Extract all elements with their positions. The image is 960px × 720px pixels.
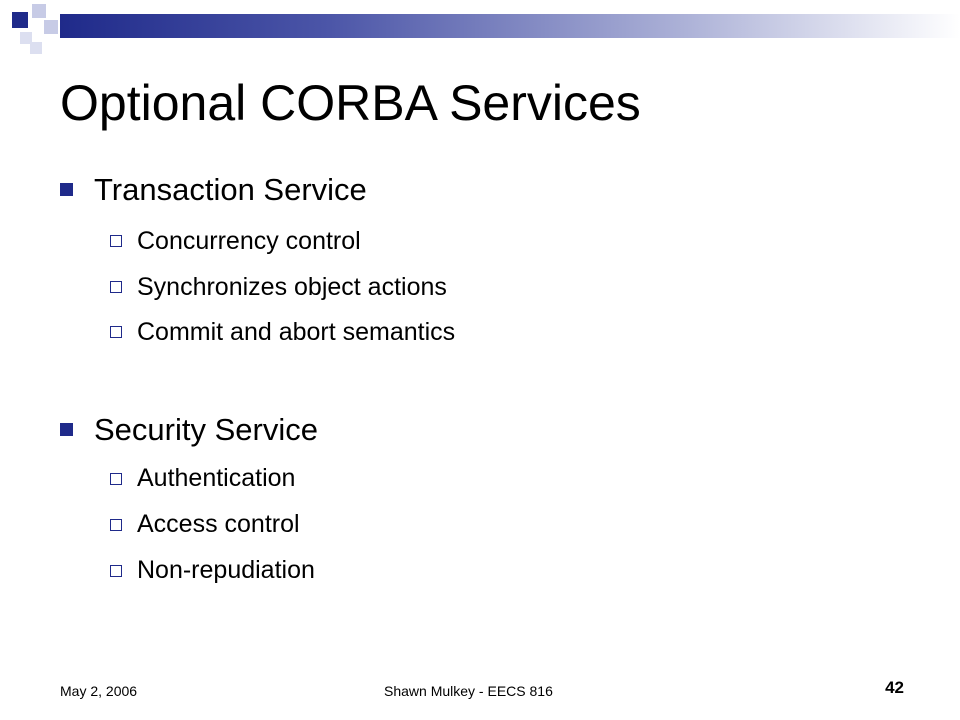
sub-bullet-item: Access control xyxy=(137,510,300,538)
hollow-square-bullet-icon xyxy=(110,235,122,247)
hollow-square-bullet-icon xyxy=(110,565,122,577)
bullet-heading-transaction: Transaction Service xyxy=(94,172,367,207)
footer-author-course: Shawn Mulkey - EECS 816 xyxy=(384,683,553,699)
sub-bullet-item: Authentication xyxy=(137,464,296,492)
filled-square-bullet-icon xyxy=(60,183,73,196)
bullet-heading-security: Security Service xyxy=(94,412,318,447)
sub-bullet-item: Non-repudiation xyxy=(137,556,315,584)
slide-title: Optional CORBA Services xyxy=(60,75,641,131)
sub-bullet-item: Concurrency control xyxy=(137,227,361,255)
hollow-square-bullet-icon xyxy=(110,473,122,485)
sub-bullet-item: Synchronizes object actions xyxy=(137,273,447,301)
footer-date: May 2, 2006 xyxy=(60,683,138,699)
filled-square-bullet-icon xyxy=(60,423,73,436)
hollow-square-bullet-icon xyxy=(110,281,122,293)
slide-number: 42 xyxy=(885,678,904,697)
hollow-square-bullet-icon xyxy=(110,326,122,338)
hollow-square-bullet-icon xyxy=(110,519,122,531)
sub-bullet-item: Commit and abort semantics xyxy=(137,318,456,346)
